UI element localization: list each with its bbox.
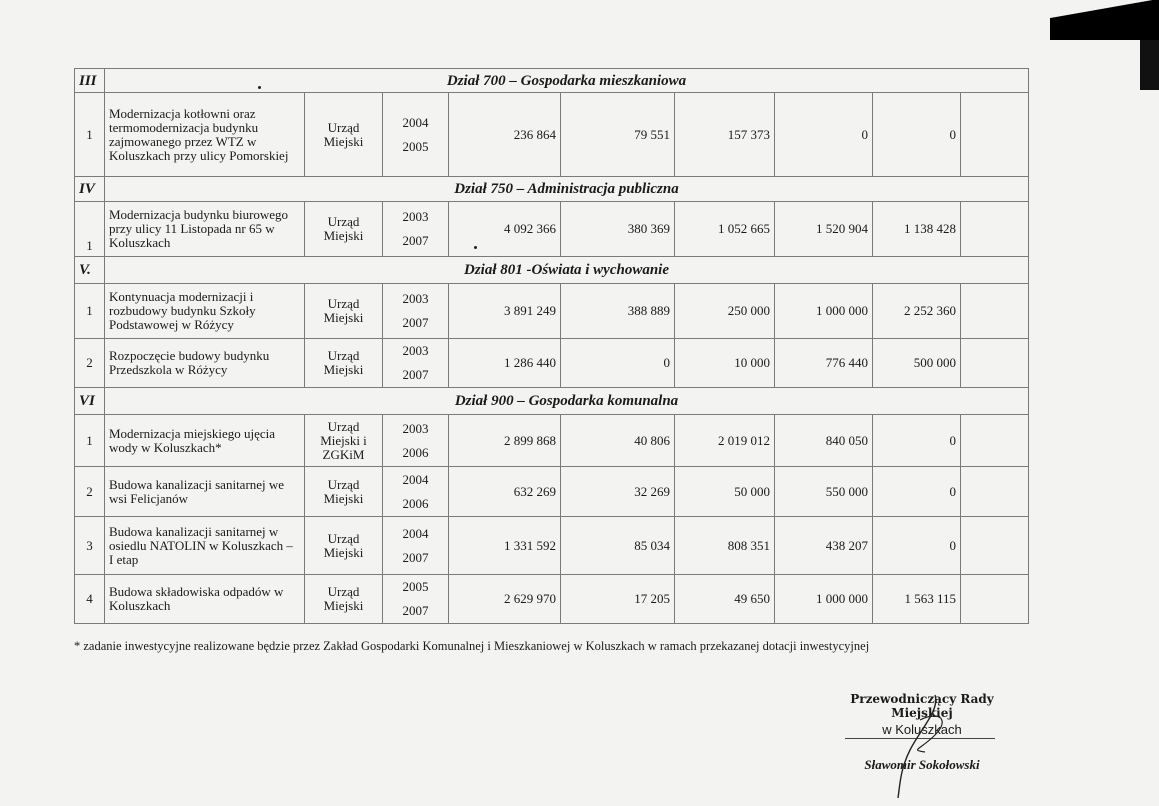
task-years	[383, 575, 449, 624]
value-2: 157 373	[675, 93, 775, 177]
year-from: 2003	[402, 291, 429, 306]
value-4: 0	[873, 517, 961, 575]
signature-place: w Koluszkach	[882, 722, 962, 737]
section-roman: IV	[75, 177, 105, 202]
empty-cell	[961, 93, 1029, 177]
value-3: 1 520 904	[775, 202, 873, 257]
value-2: 250 000	[675, 284, 775, 339]
value-3: 0	[775, 93, 873, 177]
task-years	[383, 517, 449, 575]
task-years	[383, 467, 449, 517]
value-1: 79 551	[561, 93, 675, 177]
table-row	[75, 202, 1029, 257]
value-4: 1 563 115	[873, 575, 961, 624]
value-4: 0	[873, 93, 961, 177]
value-2: 1 052 665	[675, 202, 775, 257]
year-from: 2003	[402, 343, 429, 358]
task-unit: Urząd Miejski	[305, 339, 383, 388]
value-total: 632 269	[449, 467, 561, 517]
task-unit: Urząd Miejski	[305, 575, 383, 624]
table-row	[75, 517, 1029, 575]
year-to: 2007	[402, 315, 429, 330]
task-years	[383, 93, 449, 177]
year-from: 2005	[402, 579, 429, 594]
section-header	[75, 257, 1029, 284]
task-name: Modernizacja miejskiego ujęcia wody w Koluszkach*	[105, 415, 305, 467]
section-roman: III	[75, 69, 105, 93]
year-from: 2004	[402, 471, 429, 487]
row-number: 3	[75, 517, 105, 575]
investment-table	[74, 68, 1029, 624]
empty-cell	[961, 284, 1029, 339]
value-1: 40 806	[561, 415, 675, 467]
year-from: 2003	[402, 420, 429, 436]
empty-cell	[961, 415, 1029, 467]
table-row	[75, 467, 1029, 517]
row-number: 1	[75, 93, 105, 177]
value-1: 388 889	[561, 284, 675, 339]
signature-role: Przewodniczący Rady Miejskiej	[850, 692, 994, 720]
value-2: 2 019 012	[675, 415, 775, 467]
empty-cell	[961, 339, 1029, 388]
row-number: 1	[75, 202, 105, 257]
value-3: 776 440	[775, 339, 873, 388]
task-unit: Urząd Miejski	[305, 93, 383, 177]
value-4: 1 138 428	[873, 202, 961, 257]
task-years	[383, 415, 449, 467]
table-row	[75, 575, 1029, 624]
scan-speck	[258, 86, 261, 89]
value-2: 808 351	[675, 517, 775, 575]
value-3: 1 000 000	[775, 284, 873, 339]
year-to: 2007	[402, 367, 429, 382]
row-number: 2	[75, 339, 105, 388]
signature-scribble-icon	[880, 690, 960, 800]
value-4: 0	[873, 467, 961, 517]
value-total: 2 899 868	[449, 415, 561, 467]
task-unit: Urząd Miejski	[305, 202, 383, 257]
row-number: 4	[75, 575, 105, 624]
section-title: Dział 750 – Administracja publiczna	[105, 177, 1029, 202]
section-header	[75, 69, 1029, 93]
task-years	[383, 202, 449, 257]
section-title: Dział 801 -Oświata i wychowanie	[105, 257, 1029, 284]
year-to: 2006	[402, 495, 429, 511]
value-total: 236 864	[449, 93, 561, 177]
value-2: 10 000	[675, 339, 775, 388]
task-name: Rozpoczęcie budowy budynku Przedszkola w Różycy	[105, 339, 305, 388]
value-1: 32 269	[561, 467, 675, 517]
empty-cell	[961, 575, 1029, 624]
year-to: 2007	[402, 603, 429, 618]
task-name: Kontynuacja modernizacji i rozbudowy budynku Szkoły Podstawowej w Różycy	[105, 284, 305, 339]
value-total: 3 891 249	[449, 284, 561, 339]
footnote: * zadanie inwestycyjne realizowane będzie przez Zakład Gospodarki Komunalnej i Mieszkaniowej w Koluszkach w ramach przekazanej dotacji inwestycyjnej	[74, 639, 870, 653]
year-to: 2007	[402, 233, 429, 248]
task-name: Modernizacja budynku biurowego przy ulicy 11 Listopada nr 65 w Koluszkach	[105, 202, 305, 257]
value-4: 2 252 360	[873, 284, 961, 339]
table-row	[75, 93, 1029, 177]
value-4: 0	[873, 415, 961, 467]
value-total: 1 331 592	[449, 517, 561, 575]
value-1: 0	[561, 339, 675, 388]
section-roman: V.	[75, 257, 105, 284]
empty-cell	[961, 202, 1029, 257]
task-unit: Urząd Miejski	[305, 517, 383, 575]
table-row	[75, 284, 1029, 339]
value-2: 50 000	[675, 467, 775, 517]
task-unit: Urząd Miejski	[305, 284, 383, 339]
value-1: 85 034	[561, 517, 675, 575]
section-title: Dział 900 – Gospodarka komunalna	[105, 388, 1029, 415]
row-number: 2	[75, 467, 105, 517]
task-unit: Urząd Miejski	[305, 467, 383, 517]
section-title: Dział 700 – Gospodarka mieszkaniowa	[105, 69, 1029, 93]
task-name: Modernizacja kotłowni oraz termomodernizacja budynku zajmowanego przez WTZ w Koluszkach przy ulicy Pomorskiej	[105, 93, 305, 177]
value-2: 49 650	[675, 575, 775, 624]
value-total: 1 286 440	[449, 339, 561, 388]
section-header	[75, 177, 1029, 202]
task-name: Budowa składowiska odpadów w Koluszkach	[105, 575, 305, 624]
section-roman: VI	[75, 388, 105, 415]
value-4: 500 000	[873, 339, 961, 388]
row-number: 1	[75, 415, 105, 467]
year-to: 2006	[402, 444, 429, 460]
table-row	[75, 339, 1029, 388]
value-3: 438 207	[775, 517, 873, 575]
task-name: Budowa kanalizacji sanitarnej w osiedlu NATOLIN w Koluszkach – I etap	[105, 517, 305, 575]
task-years	[383, 339, 449, 388]
year-from: 2003	[402, 209, 429, 224]
scan-speck	[474, 246, 477, 249]
value-total: 2 629 970	[449, 575, 561, 624]
value-3: 1 000 000	[775, 575, 873, 624]
signature-name: Sławomir Sokołowski	[864, 757, 980, 772]
task-name: Budowa kanalizacji sanitarnej we wsi Felicjanów	[105, 467, 305, 517]
value-3: 550 000	[775, 467, 873, 517]
task-unit: Urząd Miejski i ZGKiM	[305, 415, 383, 467]
empty-cell	[961, 467, 1029, 517]
row-number: 1	[75, 284, 105, 339]
value-3: 840 050	[775, 415, 873, 467]
scan-shadow	[1050, 0, 1159, 40]
year-from: 2004	[402, 525, 429, 541]
value-1: 380 369	[561, 202, 675, 257]
table-row	[75, 415, 1029, 467]
year-from: 2004	[402, 114, 429, 130]
scan-shadow-edge	[1140, 40, 1159, 90]
value-total: 4 092 366	[449, 202, 561, 257]
empty-cell	[961, 517, 1029, 575]
year-to: 2005	[402, 138, 429, 154]
task-years	[383, 284, 449, 339]
section-header	[75, 388, 1029, 415]
value-1: 17 205	[561, 575, 675, 624]
year-to: 2007	[402, 549, 429, 565]
